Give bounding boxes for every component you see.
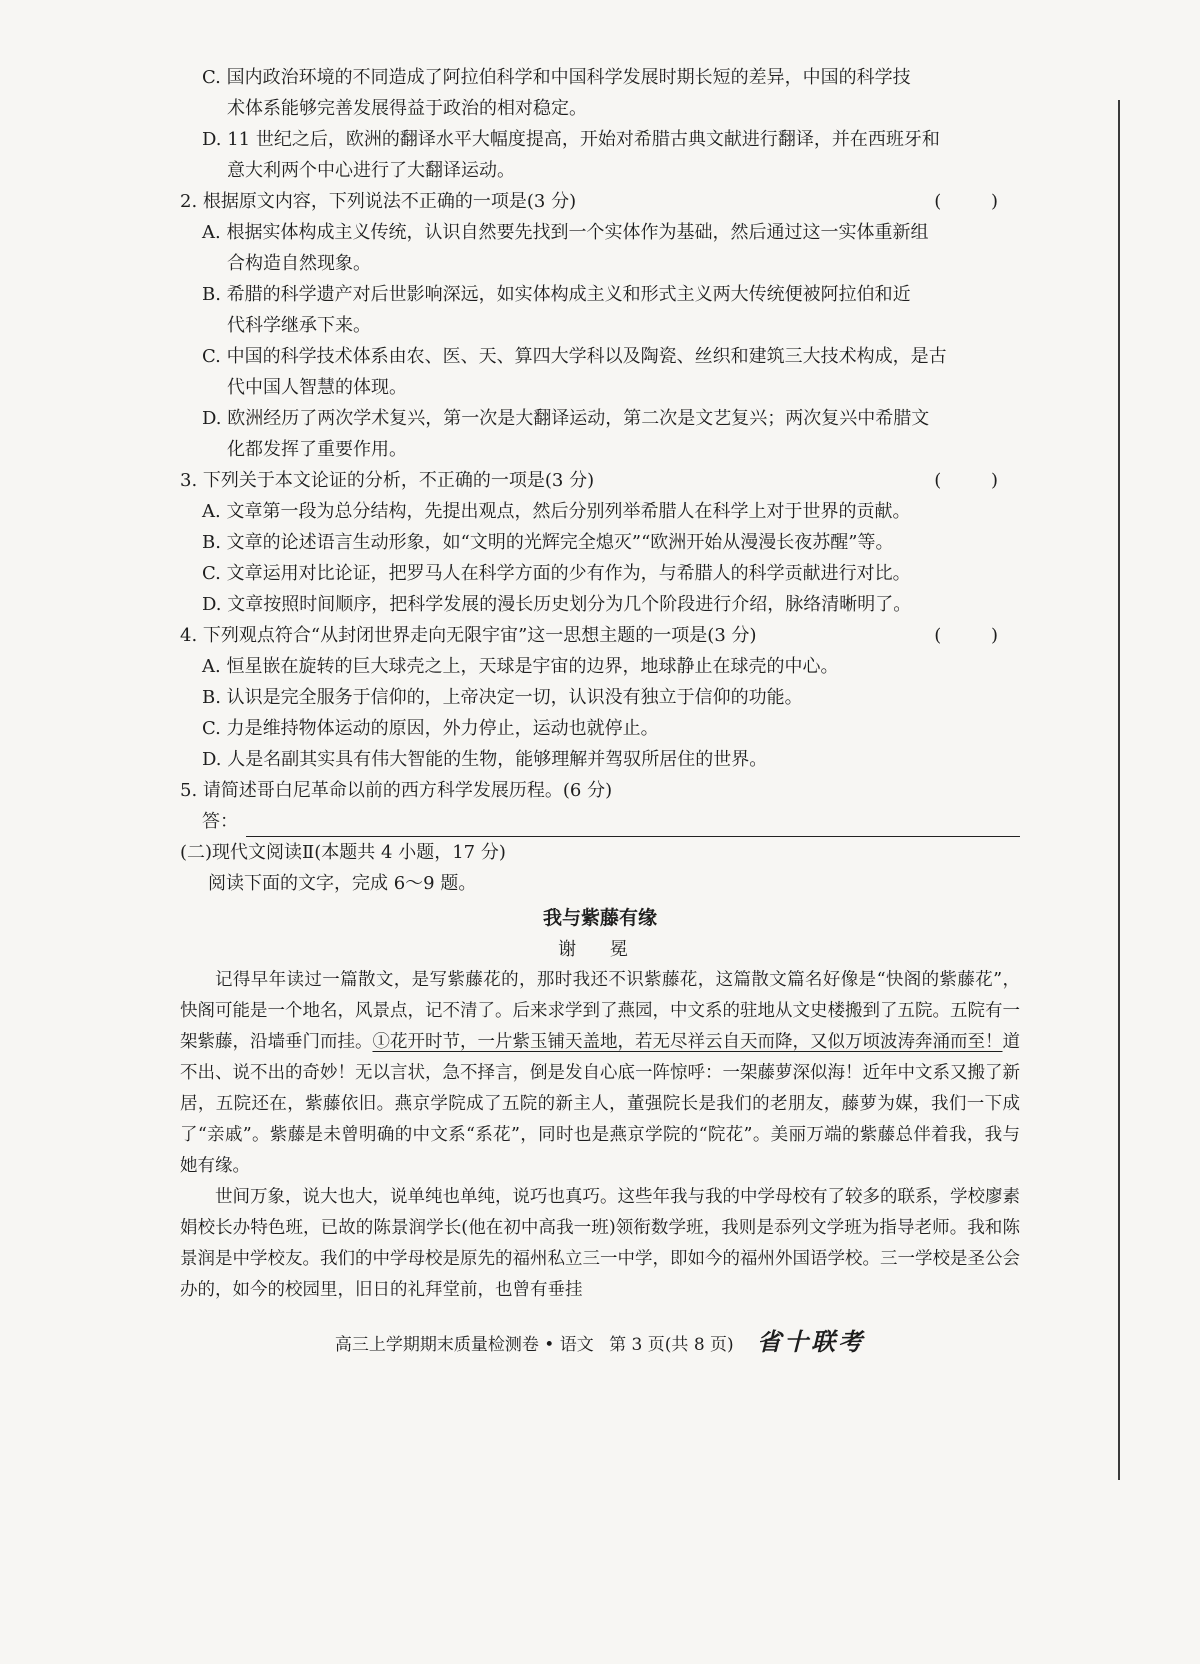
q4-stem — [180, 620, 1020, 651]
q2-option-c-line2: 代中国人智慧的体现。 — [227, 377, 407, 398]
paragraph-1-part-a: 记得早年读过一篇散文，是写紫藤花的，那时我还不识紫藤花，这篇散文篇名好像是“快阁的紫藤花”，快阁可能是一个地名，风景点，记不清了。后来求学到了燕园，中文系的驻地从文史楼搬到了五院。五院有一架紫藤，沿墙垂门而挂。 — [180, 970, 1020, 1052]
footer-page-number: 第 3 页(共 8 页) — [609, 1335, 734, 1355]
q3-option-d: D. 文章按照时间顺序，把科学发展的漫长历史划分为几个阶段进行介绍，脉络清晰明了。 — [202, 594, 912, 615]
article-paragraph-1 — [180, 965, 1020, 1182]
q4-stem-text: 4. 下列观点符合“从封闭世界走向无限宇宙”这一思想主题的一项是(3 分) — [180, 625, 757, 646]
q1-option-d-line2: 意大利两个中心进行了大翻译运动。 — [227, 160, 515, 181]
page-footer — [0, 1322, 1200, 1357]
q4-option-b: B. 认识是完全服务于信仰的，上帝决定一切，认识没有独立于信仰的功能。 — [202, 687, 803, 708]
q2-option-b-line2: 代科学继承下来。 — [227, 315, 371, 336]
exam-page-content — [180, 62, 1020, 1306]
article-body — [180, 965, 1020, 1306]
footer-exam-name: 高三上学期期末质量检测卷 • 语文 — [334, 1335, 594, 1355]
q2-option-d-line2: 化都发挥了重要作用。 — [227, 439, 407, 460]
q3-stem — [180, 465, 1020, 496]
q1-option-c-line1: C. 国内政治环境的不同造成了阿拉伯科学和中国科学发展时期长短的差异，中国的科学技 — [202, 67, 911, 88]
q2-option-a-line2: 合构造自然现象。 — [227, 253, 371, 274]
q4-option-c: C. 力是维持物体运动的原因，外力停止，运动也就停止。 — [202, 718, 659, 739]
section2-heading: (二)现代文阅读Ⅱ(本题共 4 小题，17 分) — [180, 842, 506, 863]
underlined-sentence-1: ①花开时节，一片紫玉铺天盖地，若无尽祥云自天而降，又似万顷波涛奔涌而至！ — [372, 1032, 1003, 1052]
q2-option-a-line1: A. 根据实体构成主义传统，认识自然要先找到一个实体作为基础，然后通过这一实体重新组 — [202, 222, 929, 243]
paragraph-1-part-b: 道不出、说不出的奇妙！无以言状，急不择言，倒是发自心底一阵惊呼：一架藤萝深似海！近年中文系又搬了新居，五院还在，紫藤依旧。燕京学院成了五院的新主人，董强院长是我们的老朋友，藤萝为媒，我们一下成了“亲戚”。紫藤是未曾明确的中文系“系花”，同时也是燕京学院的“院花”。美丽万端的紫藤总伴着我，我与她有缘。 — [180, 1032, 1020, 1176]
q2-stem-text: 2. 根据原文内容，下列说法不正确的一项是(3 分) — [180, 191, 577, 212]
q4-option-d: D. 人是名副其实具有伟大智能的生物，能够理解并驾驭所居住的世界。 — [202, 749, 768, 770]
q3-stem-text: 3. 下列关于本文论证的分析，不正确的一项是(3 分) — [180, 470, 595, 491]
q5-stem: 5. 请简述哥白尼革命以前的西方科学发展历程。(6 分) — [180, 780, 613, 801]
section2-instruction: 阅读下面的文字，完成 6～9 题。 — [208, 873, 477, 894]
q1-option-c-line2: 术体系能够完善发展得益于政治的相对稳定。 — [227, 98, 587, 119]
article-title: 我与紫藤有缘 — [542, 907, 657, 929]
q2-option-d-line1: D. 欧洲经历了两次学术复兴，第一次是大翻译运动，第二次是文艺复兴；两次复兴中希腊文 — [202, 408, 930, 429]
q3-answer-paren[interactable]: ( ) — [934, 470, 1020, 491]
q5-answer-row — [180, 806, 1020, 837]
q3-option-c: C. 文章运用对比论证，把罗马人在科学方面的少有作为，与希腊人的科学贡献进行对比。 — [202, 563, 911, 584]
q5-answer-label: 答： — [202, 811, 238, 832]
q2-option-b-line1: B. 希腊的科学遗产对后世影响深远，如实体构成主义和形式主义两大传统便被阿拉伯和近 — [202, 284, 911, 305]
q1-option-d-line1: D. 11 世纪之后，欧洲的翻译水平大幅度提高，开始对希腊古典文献进行翻译，并在西班牙和 — [202, 129, 940, 150]
q4-option-a: A. 恒星嵌在旋转的巨大球壳之上，天球是宇宙的边界，地球静止在球壳的中心。 — [202, 656, 839, 677]
footer-brand: 省十联考 — [757, 1327, 866, 1356]
q4-answer-paren[interactable]: ( ) — [934, 625, 1020, 646]
q2-answer-paren[interactable]: ( ) — [934, 191, 1020, 212]
article-paragraph-2: 世间万象，说大也大，说单纯也单纯，说巧也真巧。这些年我与我的中学母校有了较多的联系，学校廖素娟校长办特色班，已故的陈景润学长(他在初中高我一班)领衔数学班，我则是忝列文学班为指导老师。我和陈景润是中学校友。我们的中学母校是原先的福州私立三一中学，即如今的福州外国语学校。三一学校是圣公会办的，如今的校园里，旧日的礼拜堂前，也曾有垂挂 — [180, 1187, 1020, 1300]
q2-option-c-line1: C. 中国的科学技术体系由农、医、天、算四大学科以及陶瓷、丝织和建筑三大技术构成，是古 — [202, 346, 947, 367]
q5-answer-line[interactable] — [246, 814, 1020, 837]
q3-option-a: A. 文章第一段为总分结构，先提出观点，然后分别列举希腊人在科学上对于世界的贡献。 — [202, 501, 911, 522]
q2-stem — [180, 186, 1020, 217]
article-author: 谢 冕 — [558, 939, 642, 960]
page-edge-line — [1118, 100, 1120, 1480]
q3-option-b: B. 文章的论述语言生动形象，如“文明的光辉完全熄灭”“欧洲开始从漫漫长夜苏醒”等。 — [202, 532, 894, 553]
